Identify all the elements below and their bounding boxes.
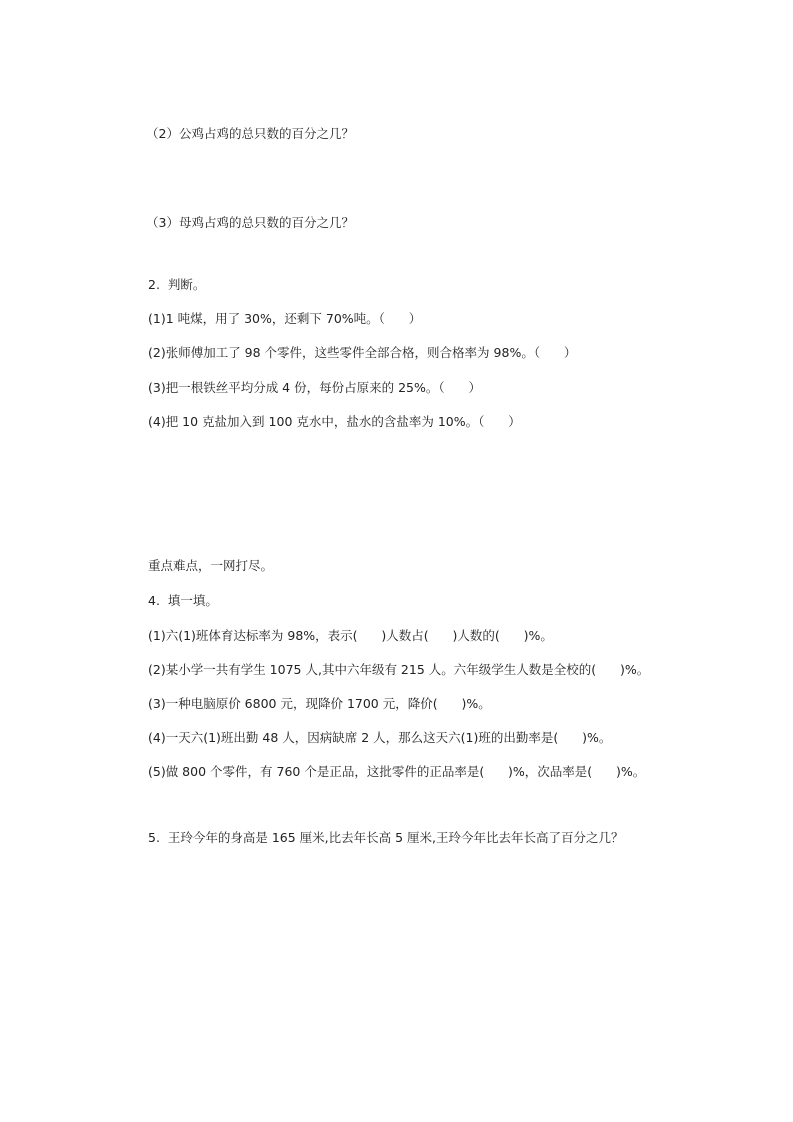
question-2-item: (2)张师傅加工了 98 个零件，这些零件全部合格，则合格率为 98%。（ ）	[148, 345, 577, 360]
question-4-item: (4)一天六(1)班出勤 48 人，因病缺席 2 人，那么这天六(1)班的出勤率是( )%。	[148, 730, 612, 745]
question-5: 5. 王玲今年的身高是 165 厘米,比去年长高 5 厘米,王玲今年比去年长高了百分之几？	[148, 830, 624, 845]
section-heading: 重点难点，一网打尽。	[148, 558, 274, 573]
question-2-item: (4)把 10 克盐加入到 100 克水中，盐水的含盐率为 10%。（ ）	[148, 414, 521, 429]
question-2-item: (3)把一根铁丝平均分成 4 份，每份占原来的 25%。（ ）	[148, 380, 481, 395]
question-4-item: (1)六(1)班体育达标率为 98%，表示( )人数占( )人数的( )%。	[148, 628, 553, 643]
question-4-title: 4. 填一填。	[148, 593, 218, 608]
question-4-item: (2)某小学一共有学生 1075 人,其中六年级有 215 人。六年级学生人数是全校的( )%。	[148, 662, 650, 677]
question-1-part-2: （2）公鸡占鸡的总只数的百分之几？	[146, 126, 354, 141]
question-2-item: (1)1 吨煤，用了 30%，还剩下 70%吨。（ ）	[148, 311, 422, 326]
question-1-part-3: （3）母鸡占鸡的总只数的百分之几？	[146, 215, 354, 230]
question-4-item: (3)一种电脑原价 6800 元，现降价 1700 元，降价( )%。	[148, 696, 491, 711]
question-4-item: (5)做 800 个零件，有 760 个是正品，这批零件的正品率是( )%，次品率是( )%。	[148, 764, 646, 779]
question-2-title: 2. 判断。	[148, 277, 206, 292]
